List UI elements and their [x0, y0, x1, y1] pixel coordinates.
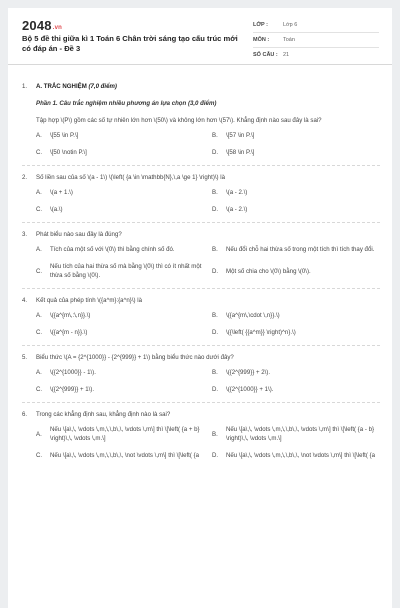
answer-option[interactable]: [212, 328, 380, 337]
option-letter: C.: [36, 267, 43, 275]
answer-option[interactable]: [212, 245, 380, 254]
answer-option[interactable]: [36, 131, 204, 140]
document-page: [8, 8, 392, 608]
option-text: Nếu \[a\,\, \vdots \,m,\,\,b\,\, \vdots \,m\] thì \[\left( {a - b} \right)\,\, \vdots \,m.\]: [226, 426, 374, 442]
answer-option[interactable]: [212, 188, 380, 197]
meta-label: SỐ CÂU :: [253, 52, 278, 58]
option-letter: A.: [36, 246, 42, 253]
option-letter: A.: [36, 132, 42, 139]
question-number: 1.: [22, 83, 28, 90]
divider: [22, 402, 380, 403]
answer-option[interactable]: [212, 262, 380, 280]
option-letter: C.: [36, 386, 43, 393]
document-header: [8, 8, 392, 65]
option-letter: B.: [212, 189, 218, 196]
option-letter: D.: [212, 206, 219, 213]
divider: [22, 165, 380, 166]
question-4: [22, 296, 380, 337]
section-heading: [22, 82, 380, 91]
option-text: \[57 \in P.\]: [226, 132, 255, 139]
option-letter: D.: [212, 329, 219, 336]
option-text: \({\left( {{a^m}} \right)^n}.\): [226, 329, 296, 336]
question-1: [22, 82, 380, 157]
answer-option[interactable]: [212, 148, 380, 157]
answer-option[interactable]: [36, 311, 204, 320]
question-number: 4.: [22, 297, 28, 304]
option-letter: B.: [212, 312, 218, 319]
answer-option[interactable]: [36, 328, 204, 337]
question-text: Biểu thức \(A = {2^{1000}} - {2^{999}} + 1\) bằng biểu thức nào dưới đây?: [36, 354, 234, 361]
section-title: A. TRẮC NGHIỆM: [36, 83, 89, 90]
option-text: \(a + 1.\): [50, 189, 73, 196]
question-text: Phát biểu nào sau đây là đúng?: [36, 231, 122, 238]
site-logo[interactable]: 2048.vn: [22, 18, 63, 33]
option-text: Nếu \[a\,\, \vdots \,m,\,\,b\,\, \vdots \,m\] thì \[\left( {a + b} \right)\,\, \vdots \,m.\]: [50, 426, 200, 442]
answer-options: [36, 311, 380, 337]
question-text: Trong các khẳng định sau, khẳng định nào là sai?: [36, 411, 171, 418]
meta-value: Lớp 6: [283, 22, 298, 28]
answer-option[interactable]: [212, 385, 380, 394]
option-text: Một số chia cho \(0\) bằng \(0\).: [226, 267, 311, 275]
meta-row-subject: [253, 33, 379, 48]
question-6: [22, 410, 380, 460]
answer-option[interactable]: [212, 311, 380, 320]
option-letter: B.: [212, 132, 218, 139]
answer-option[interactable]: [36, 262, 204, 280]
option-letter: D.: [212, 452, 219, 459]
answer-options: [36, 131, 380, 157]
option-text: Nếu đổi chỗ hai thừa số trong một tích thì tích thay đổi.: [226, 246, 375, 253]
option-letter: C.: [36, 452, 43, 459]
question-3: [22, 230, 380, 280]
meta-label: LỚP :: [253, 22, 268, 28]
answer-options: [36, 188, 380, 214]
option-letter: C.: [36, 149, 43, 156]
answer-option[interactable]: [212, 425, 380, 443]
option-text: \({2^{999}} + 1\).: [50, 386, 95, 393]
question-number: 6.: [22, 411, 28, 418]
answer-option[interactable]: [36, 205, 204, 214]
question-number: 3.: [22, 231, 28, 238]
answer-options: [36, 368, 380, 394]
answer-option[interactable]: [36, 148, 204, 157]
option-text: \({a^{m - n}}.\): [50, 329, 88, 336]
meta-row-class: [253, 18, 379, 33]
option-letter: D.: [212, 149, 219, 156]
answer-option[interactable]: [36, 451, 204, 460]
part-title: Phần 1. Câu trắc nghiệm nhiều phương án lựa chọn (3,0 điểm): [36, 100, 217, 107]
exam-meta: [253, 18, 379, 62]
option-letter: B.: [212, 369, 218, 376]
question-text: Số liền sau của số \(a - 1\) \(\left( {a \in \mathbb{N},\,a \ge 1} \right)\) là: [36, 174, 226, 181]
divider: [22, 345, 380, 346]
answer-option[interactable]: [36, 368, 204, 377]
option-letter: A.: [36, 369, 42, 376]
option-letter: C.: [36, 206, 43, 213]
question-text: Kết quả của phép tính \({a^m}:{a^n}\) là: [36, 297, 143, 304]
option-text: \({2^{1000}} - 1\).: [50, 369, 96, 376]
option-text: \(a.\): [50, 206, 63, 213]
section-points: (7,0 điểm): [88, 83, 117, 90]
answer-option[interactable]: [212, 451, 380, 460]
question-5: [22, 353, 380, 394]
answer-options: [36, 245, 380, 280]
option-letter: B.: [212, 430, 218, 438]
question-2: [22, 173, 380, 214]
option-letter: A.: [36, 189, 42, 196]
question-list: [22, 82, 380, 460]
option-text: \({2^{999}} + 2\).: [226, 369, 271, 376]
option-text: \[55 \in P.\]: [50, 132, 79, 139]
option-text: \[50 \notin P.\]: [50, 149, 87, 156]
option-letter: D.: [212, 267, 219, 275]
divider: [22, 222, 380, 223]
answer-options: [36, 425, 380, 460]
meta-value: 21: [283, 52, 290, 58]
meta-row-count: [253, 48, 379, 62]
option-text: \(a - 2.\): [226, 189, 248, 196]
page-title: Bộ 5 đề thi giữa kì 1 Toán 6 Chân trời sáng tạo cấu trúc mới có đáp án - Đề 3: [22, 34, 238, 53]
meta-label: MÔN :: [253, 37, 270, 43]
option-text: \({2^{1000}} + 1\).: [226, 386, 274, 393]
answer-option[interactable]: [36, 245, 204, 254]
question-number: 2.: [22, 174, 28, 181]
answer-option[interactable]: [212, 131, 380, 140]
option-text: Tích của một số với \(0\) thì bằng chính số đó.: [50, 246, 175, 253]
meta-value: Toán: [283, 37, 295, 43]
option-letter: D.: [212, 386, 219, 393]
option-text: \[58 \in P.\]: [226, 149, 255, 156]
answer-option[interactable]: [212, 368, 380, 377]
option-letter: C.: [36, 329, 43, 336]
option-text: Nếu \[a\,\, \vdots \,m,\,\,b\,\, \not \vdots \,m\] thì \[\left( {a: [50, 452, 200, 459]
answer-option[interactable]: [36, 385, 204, 394]
option-letter: B.: [212, 246, 218, 253]
question-number: 5.: [22, 354, 28, 361]
divider: [22, 288, 380, 289]
option-text: \(a - 2.\): [226, 206, 248, 213]
option-letter: A.: [36, 430, 42, 438]
answer-option[interactable]: [36, 188, 204, 197]
option-text: Nếu tích của hai thừa số mà bằng \(0\) thì có ít nhất một thừa số bằng \(0\).: [50, 263, 202, 279]
option-text: \({a^{m\,:\,n}}.\): [50, 312, 91, 319]
answer-option[interactable]: [36, 425, 204, 443]
option-text: \({a^{m\,\cdot \,n}}.\): [226, 312, 280, 319]
option-text: Nếu \[a\,\, \vdots \,m,\,\,b\,\, \not \vdots \,m\] thì \[\left( {a: [226, 452, 376, 459]
question-text: Tập hợp \(P\) gồm các số tự nhiên lớn hơn \(50\) và không lớn hơn \(57\). Khẳng định nào sau đây là sai?: [36, 117, 322, 124]
option-letter: A.: [36, 312, 42, 319]
answer-option[interactable]: [212, 205, 380, 214]
